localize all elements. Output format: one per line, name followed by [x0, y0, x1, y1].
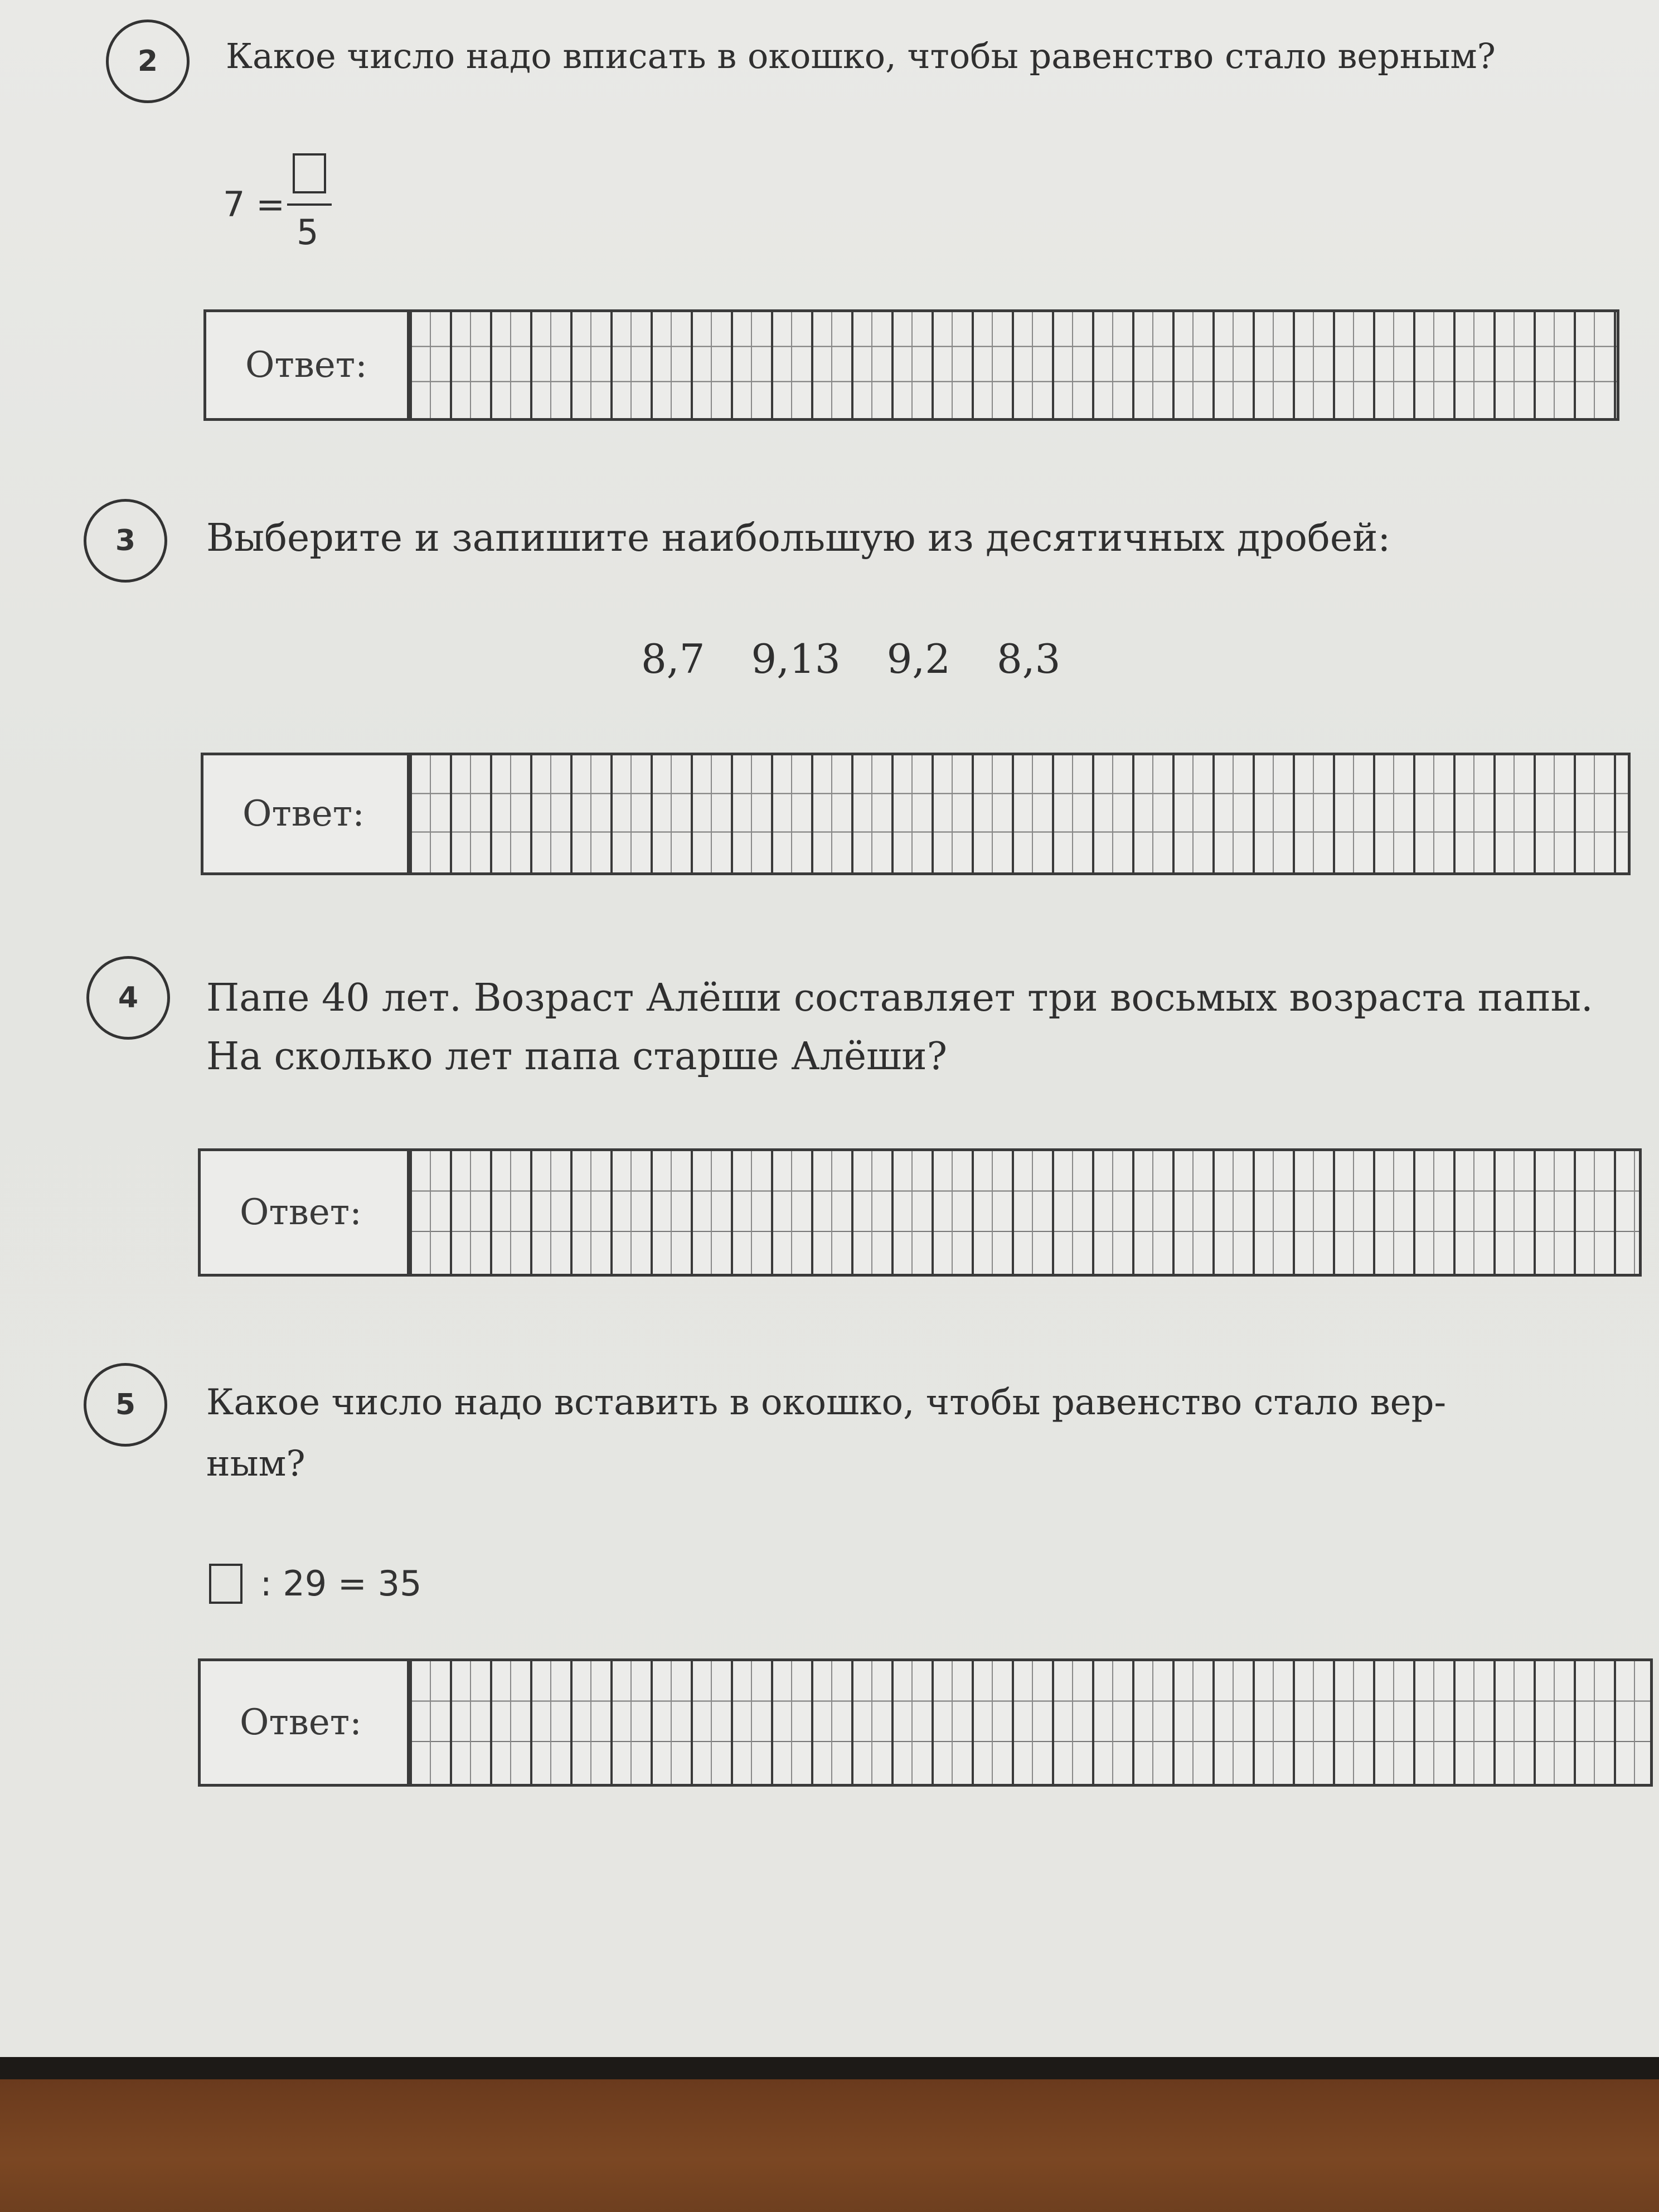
wooden-table — [0, 2079, 1659, 2212]
answer-box[interactable] — [198, 1148, 1642, 1277]
denominator: 5 — [297, 212, 319, 253]
task-question-line-2: ным? — [206, 1443, 305, 1485]
answer-box[interactable] — [203, 309, 1619, 421]
answer-grid[interactable] — [407, 755, 1628, 872]
answer-grid[interactable] — [407, 1151, 1639, 1274]
task-question: Выберите и запишите наибольшую из десятичных дробей: — [206, 516, 1391, 560]
answer-label: Ответ: — [240, 1192, 362, 1233]
task-number-badge: 4 — [86, 956, 170, 1040]
fraction-bar — [287, 203, 332, 206]
answer-grid[interactable] — [407, 312, 1617, 418]
equation-left: 7 = — [223, 184, 285, 225]
answer-label: Ответ: — [240, 1702, 362, 1743]
task-question-line-1: Какое число надо вставить в окошко, чтобы равенство стало вер- — [206, 1382, 1447, 1423]
blank-box — [209, 1564, 242, 1604]
blank-box — [293, 153, 326, 193]
task-question-line-2: На сколько лет папа старше Алёши? — [206, 1035, 948, 1079]
task-question: Какое число надо вписать в окошко, чтобы равенство стало верным? — [226, 36, 1496, 76]
task-number-badge: 3 — [84, 499, 167, 583]
answer-label: Ответ: — [242, 793, 365, 835]
decimal-values: 8,7 9,13 9,2 8,3 — [641, 636, 1061, 682]
equation-right: : 29 = 35 — [260, 1563, 422, 1604]
answer-grid[interactable] — [407, 1661, 1650, 1784]
table-edge — [0, 2057, 1659, 2079]
task-question-line-1: Папе 40 лет. Возраст Алёши составляет три восьмых возраста папы. — [206, 976, 1593, 1020]
answer-label: Ответ: — [245, 345, 367, 386]
answer-box[interactable] — [201, 753, 1631, 875]
task-number-badge: 5 — [84, 1363, 167, 1447]
division-equation — [209, 1561, 421, 1604]
task-number-badge: 2 — [106, 20, 190, 103]
answer-box[interactable] — [198, 1658, 1653, 1787]
